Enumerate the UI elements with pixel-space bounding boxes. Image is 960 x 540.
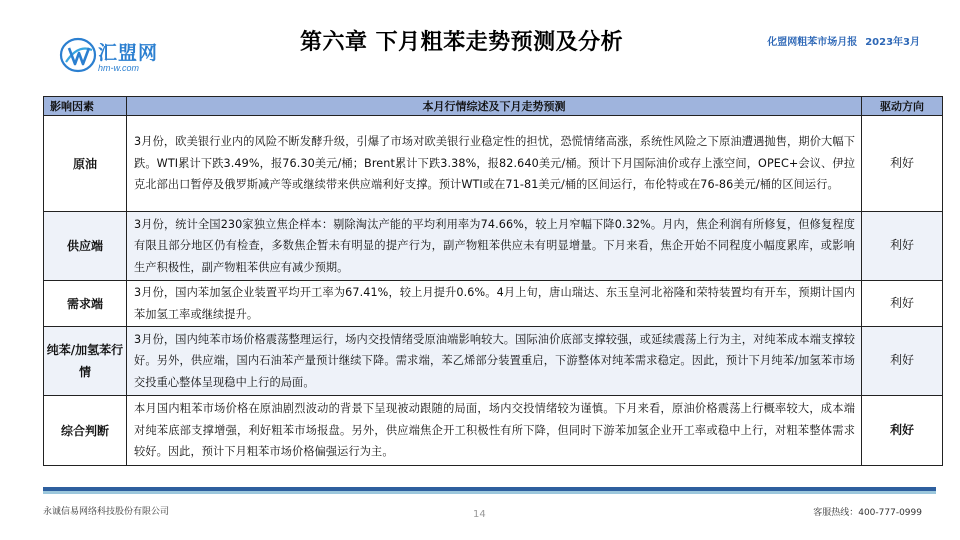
footer-divider bbox=[43, 487, 936, 495]
factor-cell: 纯苯/加氢苯行情 bbox=[44, 327, 127, 396]
table-header-row bbox=[44, 97, 943, 116]
table-row bbox=[44, 281, 943, 327]
footer-hotline: 客服热线：400-777-0999 bbox=[813, 508, 922, 518]
factor-cell: 原油 bbox=[44, 116, 127, 212]
content-cell: 3月份，国内苯加氢企业装置平均开工率为67.41%，较上月提升0.6%。4月上旬，唐山瑞达、东玉皇河北裕隆和荣特装置均有开车，预期计国内苯加氢工率或继续提升。 bbox=[127, 281, 862, 327]
direction-cell: 利好 bbox=[862, 281, 943, 327]
globe-logo-icon bbox=[58, 36, 100, 74]
logo bbox=[58, 36, 168, 76]
logo-subtext: hm-w.com bbox=[98, 63, 140, 73]
header-direction: 驱动方向 bbox=[862, 97, 943, 116]
logo-text: 汇盟网 bbox=[98, 42, 159, 64]
direction-cell: 利好 bbox=[862, 116, 943, 212]
header-content: 本月行情综述及下月走势预测 bbox=[127, 97, 862, 116]
content-cell: 3月份，欧美银行业内的风险不断发酵升级，引爆了市场对欧美银行业稳定性的担忧，恐慌情绪高涨，系统性风险之下原油遭遇抛售，期价大幅下跌。WTI累计下跌3.49%，报76.30美元/桶；Brent累计下跌3.38%，报82.640美元/桶。预计下月国际油价或存上涨空间，OPEC+会议、伊拉克北部出口暂停及俄罗斯减产等或继续带来供应端利好支撑。预计WTI或在71-81美元/桶的区间运行，布伦特或在76-86美元/桶的区间运行。 bbox=[127, 116, 862, 212]
footer-company: 永诚信易网络科技股份有限公司 bbox=[43, 507, 170, 517]
direction-cell: 利好 bbox=[862, 396, 943, 466]
direction-cell: 利好 bbox=[862, 327, 943, 396]
page-title: 第六章 下月粗苯走势预测及分析 bbox=[300, 30, 624, 55]
direction-cell: 利好 bbox=[862, 212, 943, 281]
header-factor: 影响因素 bbox=[44, 97, 127, 116]
table-row bbox=[44, 116, 943, 212]
content-cell: 3月份，国内纯苯市场价格震荡整理运行，场内交投情绪受原油端影响较大。国际油价底部支撑较强，或延续震荡上行为主，对纯苯成本端支撑较好。另外，供应端，国内石油苯产量预计继续下降。需求端，苯乙烯部分装置重启，下游整体对纯苯需求稳定。因此，预计下月纯苯/加氢苯市场交投重心整体呈现稳中上行的局面。 bbox=[127, 327, 862, 396]
report-name: 化盟网粗苯市场月报 bbox=[767, 37, 858, 48]
table-row bbox=[44, 212, 943, 281]
footer-divider-light bbox=[43, 491, 936, 494]
forecast-table bbox=[43, 96, 943, 466]
report-tag bbox=[759, 33, 920, 48]
report-date: 2023年3月 bbox=[865, 37, 920, 48]
table-row bbox=[44, 396, 943, 466]
table-row bbox=[44, 327, 943, 396]
factor-cell: 供应端 bbox=[44, 212, 127, 281]
factor-cell: 需求端 bbox=[44, 281, 127, 327]
factor-cell: 综合判断 bbox=[44, 396, 127, 466]
page-number: 14 bbox=[473, 509, 486, 520]
content-cell: 3月份，统计全国230家独立焦企样本：剔除淘汰产能的平均利用率为74.66%，较上月窄幅下降0.32%。月内，焦企利润有所修复，但修复程度有限且部分地区仍有检查，多数焦企暂未有明显的提产行为，副产物粗苯供应未有明显增量。下月来看，焦企开始不同程度小幅度累库，或影响生产积极性，副产物粗苯供应有减少预期。 bbox=[127, 212, 862, 281]
content-cell: 本月国内粗苯市场价格在原油剧烈波动的背景下呈现被动跟随的局面，场内交投情绪较为谨慎。下月来看，原油价格震荡上行概率较大，成本端对纯苯底部支撑增强，利好粗苯市场报盘。另外，供应端焦企开工积极性有所下降，但同时下游苯加氢企业开工率或稳中上行，对粗苯整体需求较好。因此，预计下月粗苯市场价格偏强运行为主。 bbox=[127, 396, 862, 466]
